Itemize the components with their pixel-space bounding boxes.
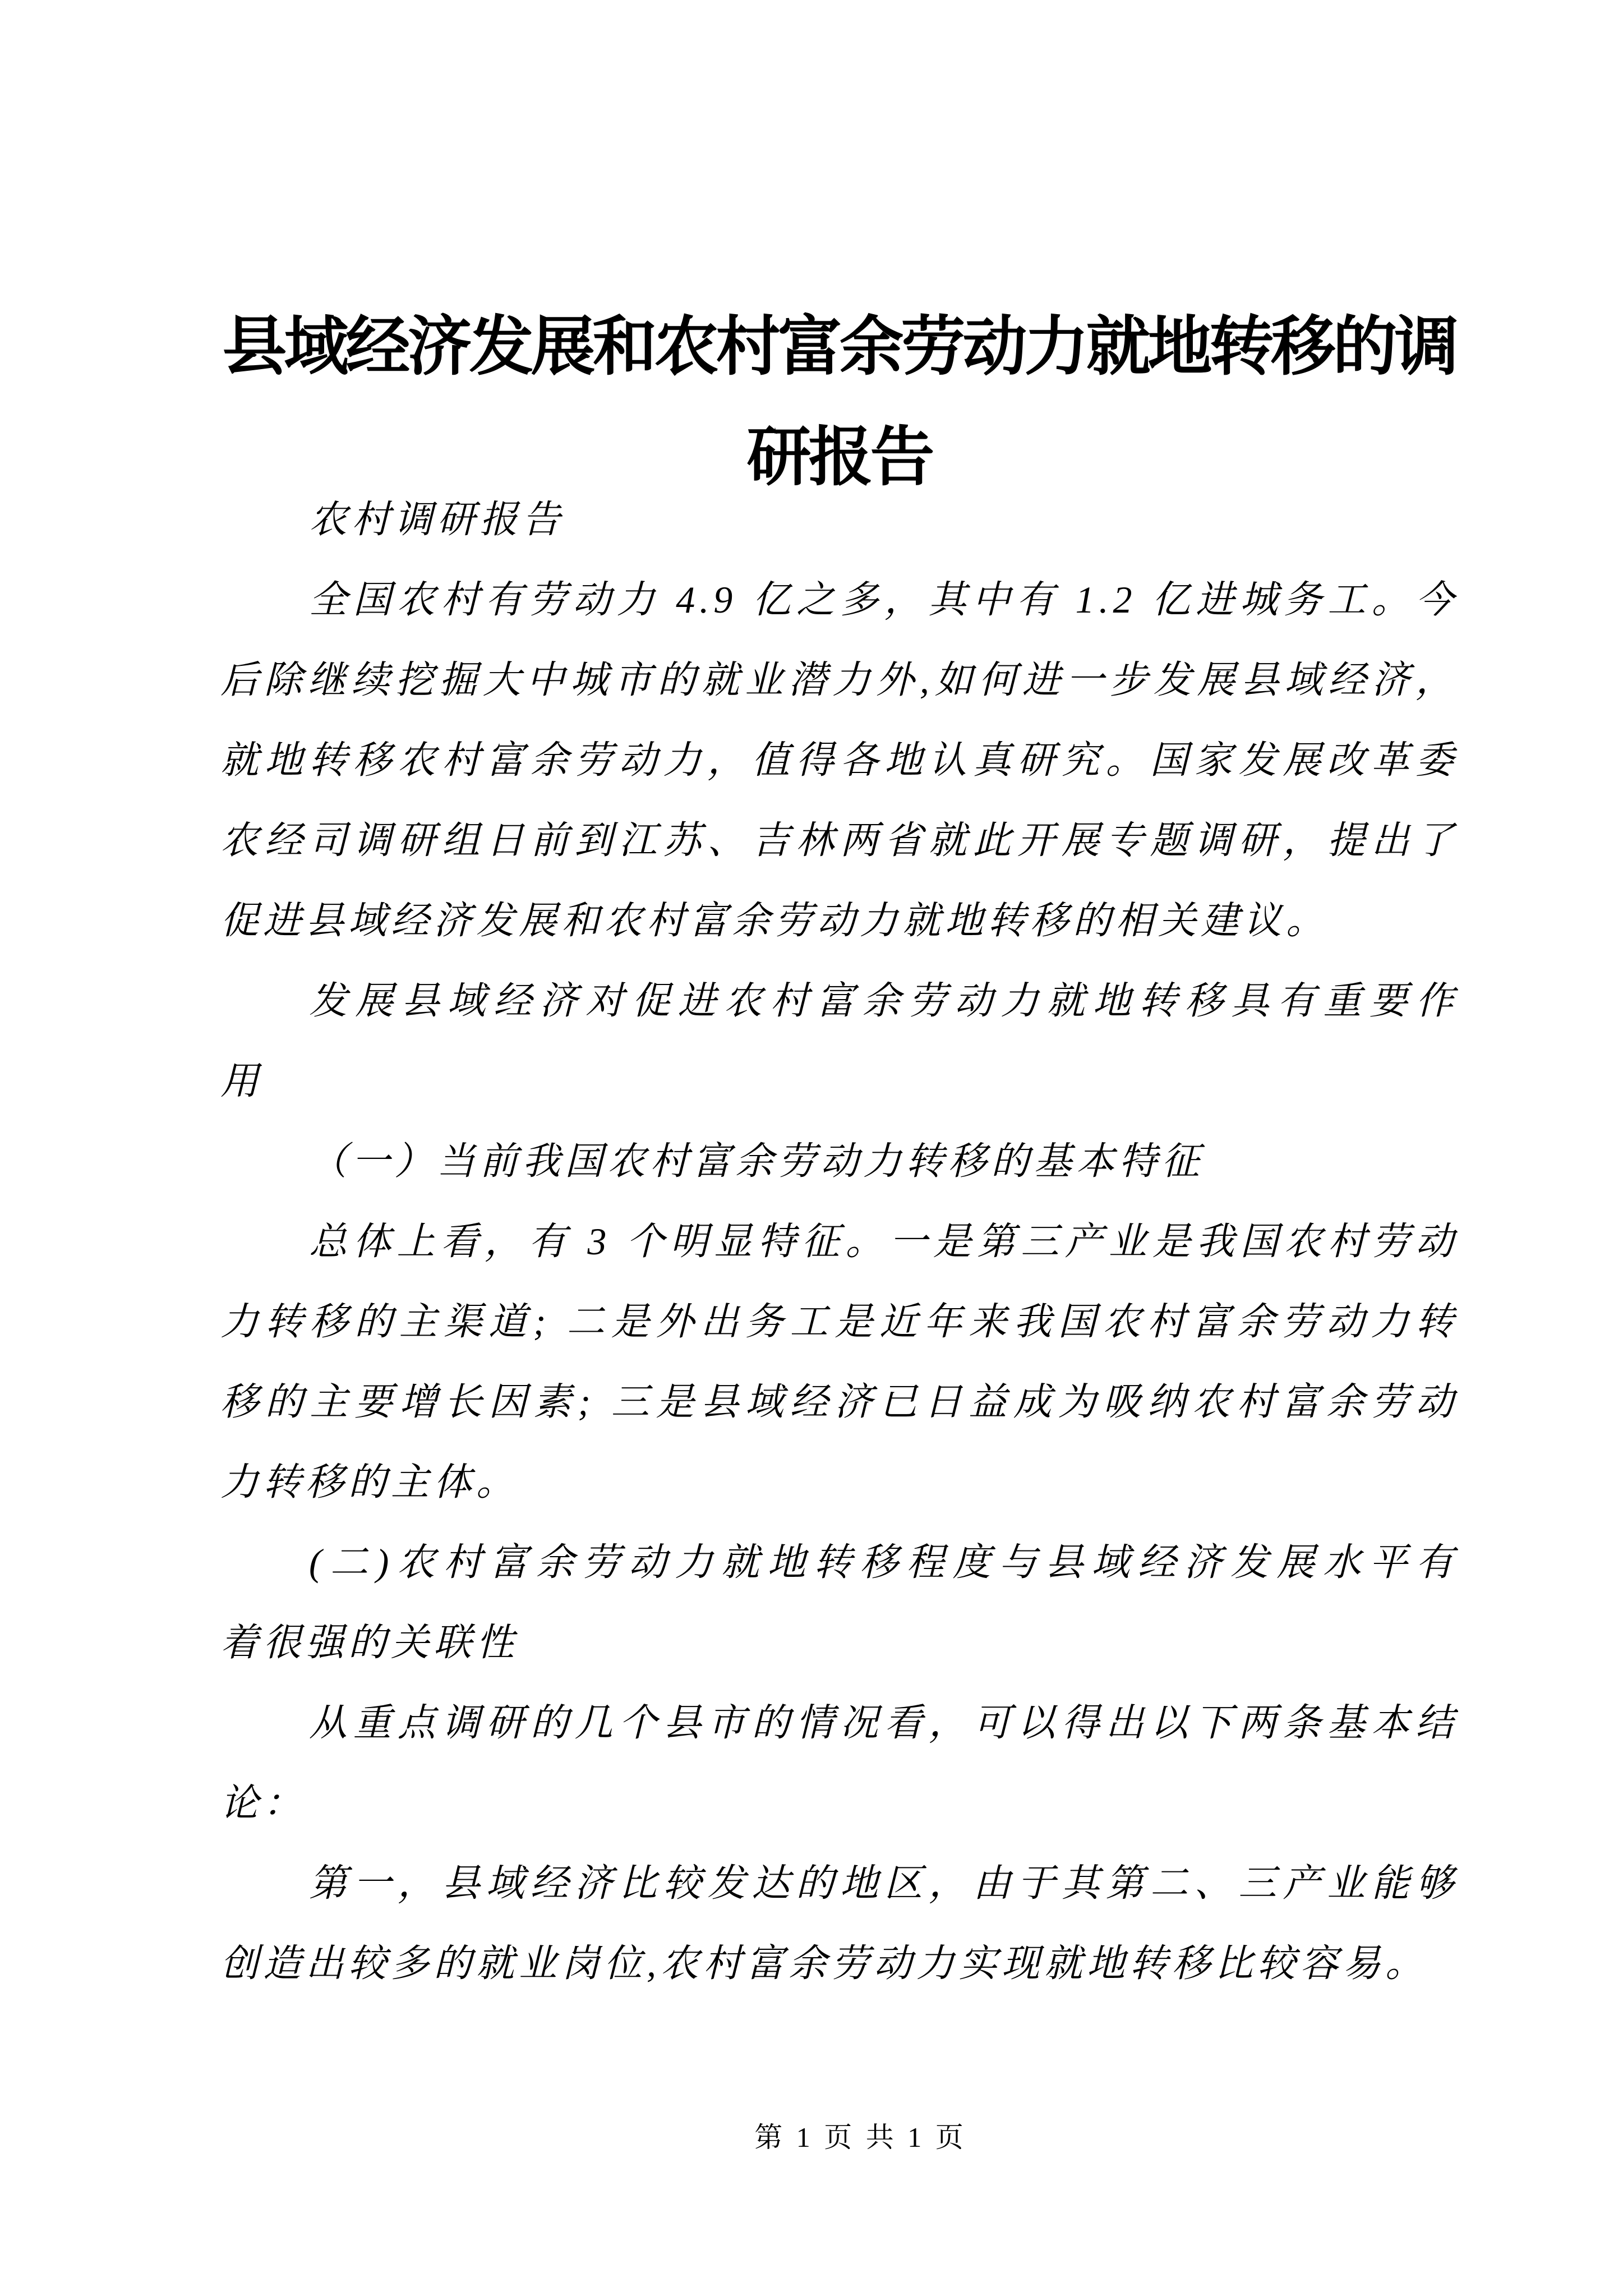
body-line: 力转移的主体。	[220, 1461, 519, 1503]
body-line: 就地转移农村富余劳动力，值得各地认真研究。国家发展改革委	[220, 739, 1458, 781]
page-footer	[242, 2120, 1479, 2154]
body-line: 论：	[220, 1782, 306, 1824]
body-line: 总体上看，有 3 个明显特征。一是第三产业是我国农村劳动	[309, 1220, 1458, 1263]
body-line: 移的主要增长因素; 三是县域经济已日益成为吸纳农村富余劳动	[220, 1381, 1458, 1423]
body-line: 第一，县域经济比较发达的地区，由于其第二、三产业能够	[309, 1862, 1458, 1904]
page-number-indicator: 第 1 页 共 1 页	[754, 2122, 967, 2153]
body-line: 农经司调研组日前到江苏、吉林两省就此开展专题调研，提出了	[220, 819, 1458, 862]
body-line: 从重点调研的几个县市的情况看，可以得出以下两条基本结	[309, 1701, 1458, 1744]
title-line-1: 县域经济发展和农村富余劳动力就地转移的调	[222, 311, 1456, 383]
body-line: 农村调研报告	[309, 498, 565, 541]
body-line: 创造出较多的就业岗位,农村富余劳动力实现就地转移比较容易。	[220, 1942, 1428, 1985]
title-line-2: 研报告	[746, 422, 932, 493]
body-line: 全国农村有劳动力 4.9 亿之多，其中有 1.2 亿进城务工。今	[309, 578, 1458, 621]
body-line: 发展县域经济对促进农村富余劳动力就地转移具有重要作	[309, 979, 1458, 1022]
body-line: 用	[220, 1060, 264, 1102]
body-line: 着很强的关联性	[220, 1621, 519, 1664]
body-line: 力转移的主渠道; 二是外出务工是近年来我国农村富余劳动力转	[220, 1300, 1458, 1343]
body-line: 后除继续挖掘大中城市的就业潜力外,如何进一步发展县域经济，	[220, 659, 1458, 701]
document-body	[220, 480, 1458, 2004]
body-line: (二)农村富余劳动力就地转移程度与县域经济发展水平有	[309, 1541, 1458, 1584]
body-line: （一）当前我国农村富余劳动力转移的基本特征	[309, 1140, 1205, 1182]
body-line: 促进县域经济发展和农村富余劳动力就地转移的相关建议。	[220, 899, 1329, 942]
